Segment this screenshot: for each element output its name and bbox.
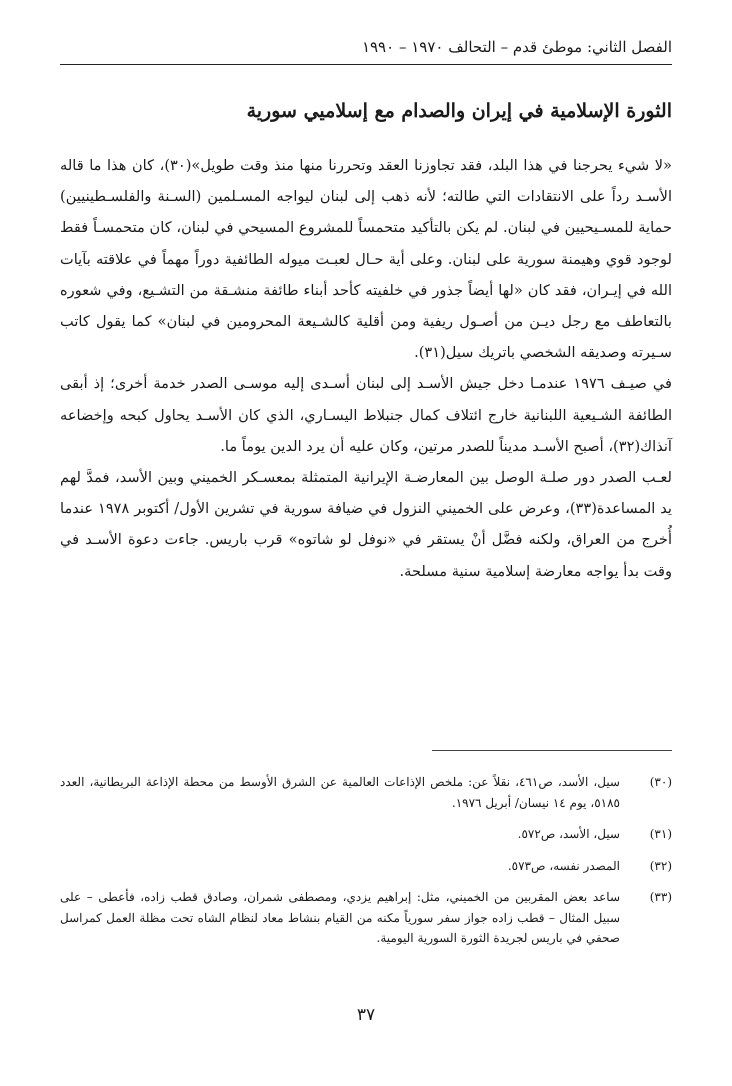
footnotes [60,772,672,960]
section-title: الثورة الإسلامية في إيران والصدام مع إسلاميي سورية [246,100,672,122]
footnote-text: ساعد بعض المقربين من الخميني، مثل: إبراهيم يزدي، ومصطفى شمران، وصادق قطب زاده، فأعطى – على سبيل المثال – قطب زاده جواز سفر سورياً مكنه من القيام بنشاط معاد لنظام الشاه تحت مظلة العمل كمراسل صحفي في باريس لجريدة الثورة السورية اليومية. [60,890,620,945]
footnote [60,824,672,845]
footnote [60,856,672,877]
footnote-rule [432,750,672,751]
paragraph: لعـب الصدر دور صلـة الوصل بين المعارضـة الإيرانية المتمثلة بمعسـكر الخميني وبين الأسد، فمدَّ لهم يد المساعدة(٣٣)، وعرض على الخميني النزول في ضيافة سورية في تشرين الأول/ أكتوبر ١٩٧٨ عندما أُخرج من العراق، ولكنه فضَّل أنْ يستقر في «نوفل لو شاتوه» قرب باريس. جاءت دعوة الأسـد في وقت بدأ يواجه معارضة إسلامية سنية مسلحة. [60,469,672,580]
page-number: ٣٧ [356,1005,376,1025]
running-header: الفصل الثاني: موطئ قدم – التحالف ١٩٧٠ – ١٩٩٠ [361,38,672,56]
footnote-text: سيل، الأسد، ص٤٦١، نقلاً عن: ملخص الإذاعات العالمية عن الشرق الأوسط من محطة الإذاعة البريطانية، العدد ٥١٨٥، يوم ١٤ نيسان/ أبريل ١٩٧٦. [60,775,620,810]
footnote-number: (٣٢) [649,858,672,873]
body-text [60,150,672,587]
footnote-text: المصدر نفسه، ص٥٧٣. [507,858,620,873]
header-rule [60,64,672,65]
footnote [60,887,672,949]
footnote-number: (٣١) [649,827,672,841]
paragraph: في صيـف ١٩٧٦ عندمـا دخل جيش الأسـد إلى لبنان أسـدى إليه موسـى الصدر خدمة أخرى؛ إذ أبقى الطائفة الشـيعية اللبنانية خارج ائتلاف كمال جنبلاط اليسـاري، الذي كان الأسـد يحاول كبحه وإخضاعه آنذاك(٣٢)، أصبح الأسـد مديناً للصدر مرتين، وكان عليه أن يرد الدين يوماً ما. [60,375,672,455]
footnote-number: (٣٣) [649,890,672,904]
footnote-number: (٣٠) [649,775,672,789]
footnote-text: سيل، الأسد، ص٥٧٢. [517,827,620,841]
footnote [60,772,672,813]
paragraph: «لا شيء يحرجنا في هذا البلد، فقد تجاوزنا العقد وتحررنا منها منذ وقت طويل»(٣٠)، كان هذا ما قاله الأسـد رداً على الانتقادات التي طالته؛ لأنه ذهب إلى لبنان ليواجه المسـلمين (السـنة والفلسـطينيين) حماية للمسـيحيين في لبنان. لم يكن بالتأكيد متحمساً للمشروع المسيحي في لبنان، كان متحمسـاً فقط لوجود قوي وهيمنة سورية على لبنان. وعلى أية حـال لعبـت ميوله الطائفية دوراً مهماً في علاقته بآيات الله في إيـران، فقد كان «لها أيضاً جذور في خلفيته كأحد أبناء طائفة منشـقة من التشـيع، وفي شعوره بالتعاطف مع رجل ديـن من أصـول ريفية ومن أقلية كالشـيعة المحرومين في لبنان» كما يقول كاتب سـيرته وصديقه الشخصي باتريك سيل(٣١). [60,157,672,362]
